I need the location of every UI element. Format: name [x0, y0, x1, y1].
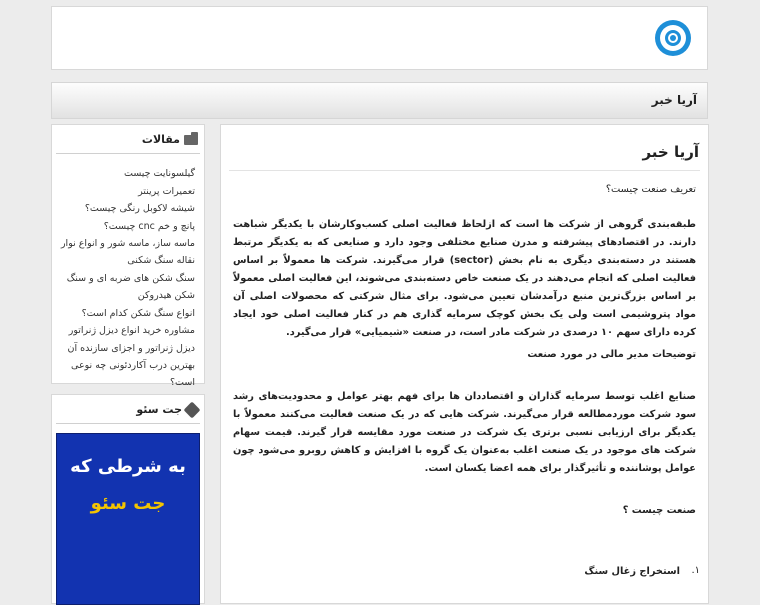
section-heading: تعریف صنعت چیست؟: [605, 184, 696, 195]
widget-title-text: مقالات: [141, 133, 180, 146]
banner-line1: به شرطی که: [70, 456, 186, 477]
widget-title: [142, 133, 198, 146]
article-link[interactable]: تعمیرات پرینتر: [138, 185, 195, 197]
logo-center: [670, 35, 676, 41]
title-divider: [229, 170, 700, 171]
tag-icon: [184, 401, 201, 418]
nav-home-link[interactable]: آریا خبر: [651, 93, 697, 107]
post-content: [220, 124, 709, 604]
paragraph: طبقه‌بندی گروهی از شرکت ها است که ازلحاظ فعالیت اصلی کسب‌وکارشان با یکدیگر شباهت دارند. در اقتصادهای پیشرفته و مدرن صنایع مختلفی وجود دارد و صنایعی که به یکدیگر مرتبط هستند در دسته‌بندی دیگری به نام بخش (sector) قرار می‌گیرند. شرکت ها معمولاً بر اساس فعالیت اصلی که انجام می‌دهند در یک صنعت خاص دسته‌بندی می‌شوند، این فعالیت اصلی معمولاً بر اساس بزرگ‌ترین منبع درآمدشان تعیین می‌شود. برای مثال شرکتی که محصولات اصلی آن مواد پتروشیمی است ولی یک بخش کوچک سرمایه گذاری هم در کنار فعالیت اصلی خود ایجاد کرده دارای سهم ۱۰ درصدی در شرکت مادر است، در صنعت «شیمیایی» قرار می‌گیرد.: [233, 219, 696, 338]
article-link[interactable]: شیشه لاکوبل رنگی چیست؟: [84, 203, 195, 215]
article-link[interactable]: ماسه ساز، ماسه شور و انواع نوار نقاله سنگ شکنی: [60, 238, 195, 267]
article-link[interactable]: مشاوره خرید انواع دیزل ژنراتور: [68, 325, 195, 337]
section-heading: صنعت چیست ؟: [622, 505, 696, 516]
main-nav: [51, 82, 708, 119]
widget-title-text: جت سئو: [136, 403, 182, 416]
article-link[interactable]: گیلسونایت چیست: [124, 168, 195, 179]
post-title[interactable]: آریا خبر: [642, 143, 699, 161]
banner-line2: جت سئو: [90, 493, 166, 514]
seo-widget: [51, 394, 205, 604]
list-item: استخراج زغال سنگ: [584, 566, 680, 577]
widget-divider: [56, 153, 200, 154]
list-number: ۱.: [691, 565, 700, 576]
article-link[interactable]: سنگ شکن های ضربه ای و سنگ شکن هیدروکن: [66, 272, 195, 301]
article-link[interactable]: پانچ و خم cnc چیست؟: [103, 220, 195, 232]
widget-divider: [56, 423, 200, 424]
paragraph: صنایع اغلب توسط سرمایه گذاران و اقتصاددان ها برای فهم بهتر عوامل و محدودیت‌های رشد سود شرکت موردمطالعه قرار می‌گیرند. شرکت هایی که در یک صنعت فعالیت می‌کنند معمولاً با یکدیگر برای ارزیابی نسبی برتری یک شرکت در صنعت مورد مقایسه قرار گیرند. قیمت سهام شرکت های موجود در یک صنعت اغلب به‌عنوان یک گروه با افزایش و کاهش روبرو می‌شود چون عوامل پوشاننده و تأثیرگذار برای همه اعضا یکسان است.: [233, 391, 696, 474]
article-link[interactable]: انواع سنگ شکن کدام است؟: [81, 307, 195, 319]
article-link[interactable]: دیزل ژنراتور و اجزای سازنده آن: [67, 342, 195, 354]
ad-banner[interactable]: [56, 433, 200, 605]
site-header: [51, 6, 708, 70]
widget-title: [136, 403, 198, 416]
article-list: [56, 165, 195, 392]
folder-icon: [184, 135, 198, 145]
article-link[interactable]: بهترین درب آکاردئونی چه نوعی است؟: [71, 360, 195, 389]
section-heading: توضیحات مدیر مالی در مورد صنعت: [527, 349, 696, 360]
articles-widget: [51, 124, 205, 389]
